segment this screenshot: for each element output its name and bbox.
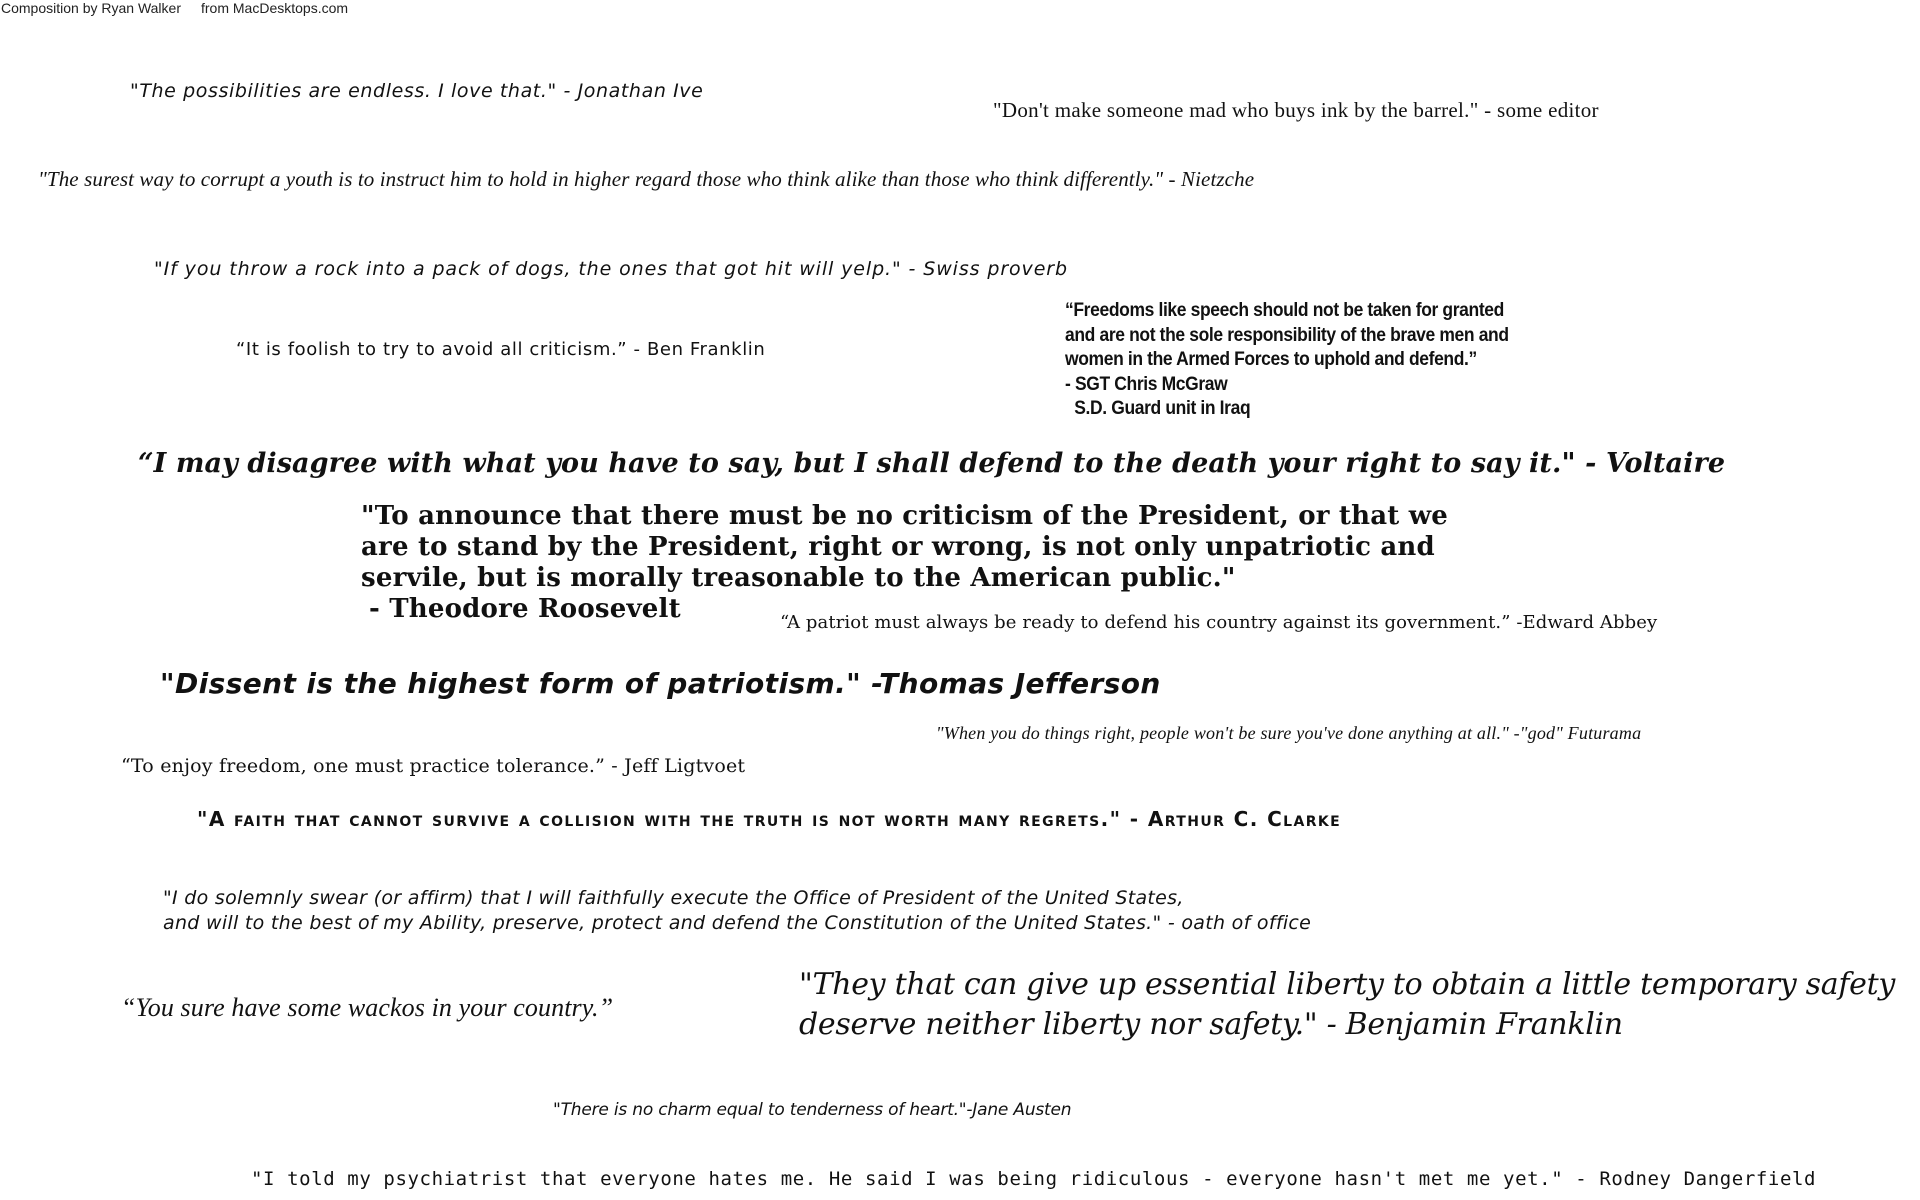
quote-theodore-roosevelt: [361, 501, 1448, 625]
quote-line: and are not the sole responsibility of the brave men and: [1065, 324, 1509, 346]
quote-wackos: “You sure have some wackos in your country.”: [121, 993, 614, 1022]
quote-attribution-unit: S.D. Guard unit in Iraq: [1074, 398, 1251, 419]
quote-line: and will to the best of my Ability, preserve, protect and defend the Constitution of the United States." - oath of office: [163, 912, 1312, 934]
quote-line: "They that can give up essential liberty to obtain a little temporary safety: [799, 967, 1896, 1002]
quote-line: "To announce that there must be no criticism of the President, or that we: [361, 501, 1449, 531]
quote-jonathan-ive: "The possibilities are endless. I love that." - Jonathan Ive: [130, 80, 704, 102]
quote-arthur-c-clarke: "A faith that cannot survive a collision with the truth is not worth many regrets." - Arthur C. Clarke: [197, 807, 1342, 831]
quote-line: servile, but is morally treasonable to the American public.": [361, 563, 1236, 593]
quote-nietzsche: "The surest way to corrupt a youth is to instruct him to hold in higher regard those who think alike than those who think differently." - Nietzche: [38, 167, 1255, 191]
quote-line: are to stand by the President, right or wrong, is not only unpatriotic and: [361, 532, 1435, 562]
composition-credit: [1, 1, 348, 15]
quote-edward-abbey: “A patriot must always be ready to defend his country against its government.” -Edward Abbey: [780, 612, 1658, 633]
quote-attribution: - SGT Chris McGraw: [1065, 373, 1228, 395]
quote-jeff-ligtvoet: “To enjoy freedom, one must practice tolerance.” - Jeff Ligtvoet: [121, 755, 746, 777]
quote-oath-of-office: [163, 886, 1311, 936]
quote-chris-mcgraw: [1065, 299, 1509, 422]
quote-thomas-jefferson: "Dissent is the highest form of patriotism." -Thomas Jefferson: [160, 667, 1161, 700]
quote-attribution: - Theodore Roosevelt: [369, 594, 681, 624]
quote-rodney-dangerfield: "I told my psychiatrist that everyone hates me. He said I was being ridiculous - everyone hasn't met me yet." - Rodney Dangerfield: [251, 1168, 1817, 1190]
quote-futurama: "When you do things right, people won't be sure you've done anything at all." -"god" Futurama: [936, 723, 1642, 743]
composition-source: from MacDesktops.com: [201, 0, 349, 16]
quote-swiss-proverb: "If you throw a rock into a pack of dogs, the ones that got hit will yelp." - Swiss proverb: [154, 258, 1068, 280]
quote-voltaire: “I may disagree with what you have to say, but I shall defend to the death your right to say it." - Voltaire: [138, 448, 1726, 479]
quote-line: women in the Armed Forces to uphold and defend.”: [1065, 349, 1477, 370]
quote-ink-barrel: "Don't make someone mad who buys ink by the barrel." - some editor: [993, 98, 1599, 122]
quote-benjamin-franklin-liberty: [799, 965, 1895, 1045]
quote-line: "I do solemnly swear (or affirm) that I will faithfully execute the Office of President of the United States,: [163, 887, 1184, 909]
quote-line: “Freedoms like speech should not be taken for granted: [1065, 300, 1504, 321]
quote-line: deserve neither liberty nor safety." - Benjamin Franklin: [799, 1007, 1623, 1042]
composition-author: Composition by Ryan Walker: [1, 0, 181, 16]
quote-franklin-criticism: “It is foolish to try to avoid all criticism.” - Ben Franklin: [236, 339, 766, 360]
quote-jane-austen: "There is no charm equal to tenderness of heart."-Jane Austen: [553, 1100, 1072, 1120]
